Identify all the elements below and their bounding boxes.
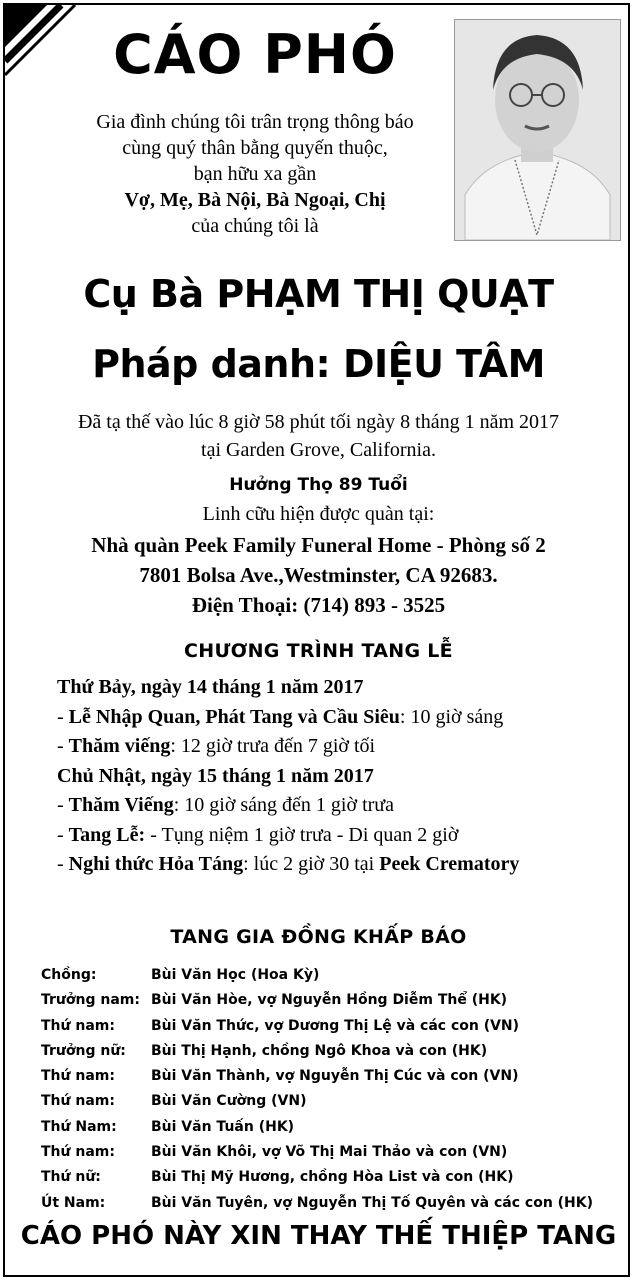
footer-notice: CÁO PHÓ NÀY XIN THAY THẾ THIỆP TANG [20,1221,617,1251]
family-relation: Út Nam: [41,1194,106,1211]
event-label: Nghi thức Hỏa Táng [68,853,244,875]
event-label: Thăm Viếng [68,794,174,816]
portrait-photo [454,19,621,241]
event-time: : 10 giờ sáng [399,705,504,728]
program-heading: CHƯƠNG TRÌNH TANG LỄ [184,640,453,662]
phone-label: Điện Thoại: [191,593,299,617]
program-event: - Thăm viếng: 12 giờ trưa đến 7 giờ tối [57,735,376,757]
event-time: : 10 giờ sáng đến 1 giờ trưa [173,794,394,816]
family-member-row [41,988,626,1013]
family-member-row [41,1089,626,1114]
family-names: Bùi Văn Thức, vợ Dương Thị Lệ và các con (VN) [151,1017,520,1034]
family-member-row [41,1115,626,1140]
family-member-row [41,1191,626,1216]
family-names: Bùi Văn Tuyên, vợ Nguyễn Thị Tố Quyên và các con (HK) [151,1194,594,1211]
family-member-row [41,963,626,988]
funeral-program [57,673,622,880]
family-member-row [41,1140,626,1165]
family-relation: Thứ nữ: [41,1169,101,1186]
family-names: Bùi Thị Mỹ Hương, chồng Hòa List và con (HK) [151,1169,514,1186]
deceased-name: Cụ Bà PHẠM THỊ QUẠT [83,272,554,316]
passing-date: Đã tạ thế vào lúc 8 giờ 58 phút tối ngày 8 tháng 1 năm 2017 [77,411,560,433]
intro-relations: Vợ, Mẹ, Bà Nội, Bà Ngoại, Chị [124,189,386,211]
family-relation: Thứ nam: [41,1068,115,1085]
page-title: CÁO PHÓ [113,23,397,86]
phone-line [5,591,630,620]
family-relation: Thứ nam: [41,1144,115,1161]
passing-place: tại Garden Grove, California. [201,439,436,461]
family-names: Bùi Thị Hạnh, chồng Ngô Khoa và con (HK) [151,1042,488,1059]
program-event: - Thăm Viếng: 10 giờ sáng đến 1 giờ trưa [57,794,394,816]
program-event: - Tang Lễ: - Tụng niệm 1 giờ trưa - Di quan 2 giờ [57,823,459,846]
intro-line: bạn hữu xa gần [193,163,317,185]
event-time: : 12 giờ trưa đến 7 giờ tối [170,735,376,757]
family-heading: TANG GIA ĐỒNG KHẤP BÁO [170,926,467,948]
family-member-row [41,1014,626,1039]
family-relation: Trưởng nữ: [41,1042,126,1059]
family-relation: Thứ Nam: [41,1118,117,1135]
intro-paragraph [65,109,445,239]
phone-number: (714) 893 - 3525 [303,593,446,617]
family-list [41,963,626,1216]
family-names: Bùi Văn Tuấn (HK) [151,1118,295,1135]
family-relation: Chồng: [41,967,97,983]
family-member-row [41,1039,626,1064]
family-names: Bùi Văn Hòe, vợ Nguyễn Hồng Diễm Thể (HK) [151,992,508,1009]
program-event: - Nghi thức Hỏa Táng: lúc 2 giờ 30 tại Peek Crematory [57,853,520,875]
family-names: Bùi Văn Học (Hoa Kỳ) [151,967,320,983]
event-label: Tang Lễ: [68,823,146,846]
program-event: - Lễ Nhập Quan, Phát Tang và Cầu Siêu: 10 giờ sáng [57,705,504,728]
event-place: Peek Crematory [379,853,520,875]
obituary-notice [3,3,630,1277]
funeral-home: Nhà quàn Peek Family Funeral Home - Phòng số 2 [91,533,546,557]
event-time: - Tụng niệm 1 giờ trưa - Di quan 2 giờ [145,823,459,846]
location-intro: Linh cữu hiện được quàn tại: [202,503,435,525]
funeral-address: 7801 Bolsa Ave.,Westminster, CA 92683. [139,563,498,587]
family-relation: Thứ nam: [41,1017,115,1034]
family-member-row [41,1165,626,1190]
event-time: : lúc 2 giờ 30 tại [243,853,380,875]
family-names: Bùi Văn Thành, vợ Nguyễn Thị Cúc và con (VN) [151,1068,519,1085]
age-line: Hưởng Thọ 89 Tuổi [229,475,408,495]
family-member-row [41,1064,626,1089]
intro-line: Gia đình chúng tôi trân trọng thông báo [96,111,414,133]
event-label: Lễ Nhập Quan, Phát Tang và Cầu Siêu [68,705,400,728]
family-relation: Thứ nam: [41,1093,115,1110]
intro-line: cùng quý thân bằng quyến thuộc, [122,137,388,159]
program-day: Chủ Nhật, ngày 15 tháng 1 năm 2017 [57,764,374,787]
family-names: Bùi Văn Cường (VN) [151,1093,307,1110]
family-relation: Trưởng nam: [41,992,140,1009]
family-names: Bùi Văn Khôi, vợ Võ Thị Mai Thảo và con (VN) [151,1144,508,1161]
event-label: Thăm viếng [68,735,171,757]
dharma-name: Pháp danh: DIỆU TÂM [92,342,545,386]
program-day: Thứ Bảy, ngày 14 tháng 1 năm 2017 [57,676,364,698]
intro-line: của chúng tôi là [191,215,319,237]
